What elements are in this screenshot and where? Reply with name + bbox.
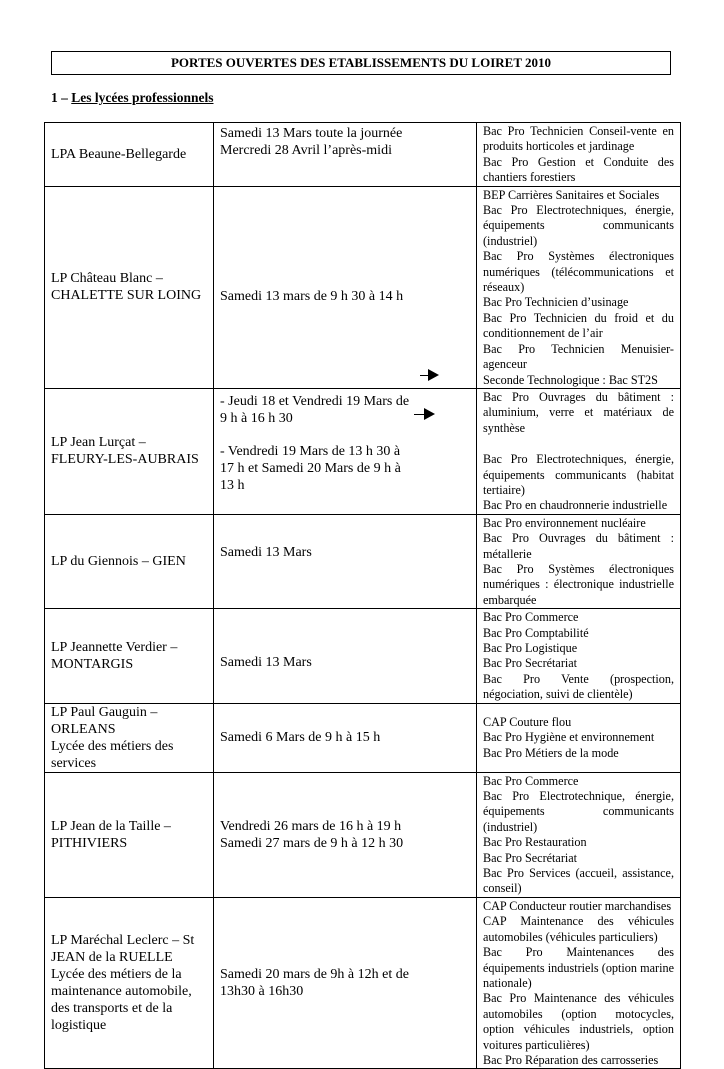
- school-description: Lycée des métiers des services: [51, 738, 174, 771]
- school-name-cell: [45, 897, 214, 1068]
- program-line: Bac Pro Ouvrages du bâtiment : métallerie: [483, 531, 674, 561]
- school-city: ORLEANS: [51, 721, 116, 737]
- program-line: Bac Pro Commerce: [483, 773, 579, 788]
- date-line: Samedi 6 Mars de 9 h à 15 h: [220, 730, 381, 746]
- dates-cell: [214, 514, 477, 608]
- date-line: Samedi 20 mars de 9h à 12h et de: [220, 967, 409, 983]
- section-label: Les lycées professionnels: [71, 90, 214, 105]
- date-line: Samedi 13 Mars toute la journée: [220, 126, 403, 141]
- table-row: [45, 897, 681, 1068]
- school-name-cell: [45, 186, 214, 388]
- school-name-cell: [45, 123, 214, 187]
- program-line: Bac Pro Métiers de la mode: [483, 745, 619, 760]
- program-line: Bac Pro Technicien du froid et du conditionnement de l’air: [483, 310, 674, 341]
- date-line: 17 h et Samedi 20 Mars de 9 h à: [220, 460, 401, 476]
- school-name-cell: [45, 772, 214, 897]
- program-line: Bac Pro Maintenance des véhicules automobiles (option motocycles, option véhicules industriels, option voitures particulières): [483, 991, 674, 1052]
- program-line: Seconde Technologique : Bac ST2S: [483, 372, 658, 387]
- section-heading: [51, 90, 214, 106]
- table-row: [45, 123, 681, 187]
- date-line: Samedi 13 mars de 9 h 30 à 14 h: [220, 288, 404, 304]
- programs-cell: [477, 772, 681, 897]
- date-line: Mercredi 28 Avril l’après-midi: [220, 143, 392, 158]
- program-line: Bac Pro Gestion et Conduite des chantiers forestiers: [483, 154, 674, 185]
- program-line: Bac Pro Réparation des carrosseries: [483, 1052, 659, 1067]
- program-line: Bac Pro Services (accueil, assistance, conseil): [483, 866, 674, 896]
- school-name-cell: [45, 609, 214, 703]
- program-line: Bac Pro Technicien Menuisier-agenceur: [483, 341, 674, 372]
- school-name: LP Jeannette Verdier –: [51, 639, 178, 655]
- dates-cell: [214, 609, 477, 703]
- school-city: JEAN de la RUELLE: [51, 950, 173, 966]
- dates-cell: [214, 186, 477, 388]
- table-row: [45, 609, 681, 703]
- program-line: Bac Pro Maintenances des équipements industriels (option marine nationale): [483, 945, 674, 990]
- dates-cell: [214, 897, 477, 1068]
- program-line: Bac Pro Systèmes électroniques numériques : électronique industrielle embarquée: [483, 561, 674, 607]
- date-line: 9 h à 16 h 30: [220, 410, 293, 426]
- school-name-cell: [45, 703, 214, 772]
- school-city: FLEURY-LES-AUBRAIS: [51, 452, 199, 468]
- date-line: Samedi 13 Mars: [220, 544, 312, 560]
- school-name: LP Château Blanc –: [51, 271, 163, 287]
- programs-cell: [477, 897, 681, 1068]
- program-line: Bac Pro Technicien d’usinage: [483, 295, 629, 310]
- program-line: Bac Pro Hygiène et environnement: [483, 730, 655, 745]
- program-line: BEP Carrières Sanitaires et Sociales: [483, 187, 660, 202]
- dates-cell: [214, 388, 477, 514]
- table-row: [45, 772, 681, 897]
- dates-cell: [214, 123, 477, 187]
- programs-cell: [477, 609, 681, 703]
- program-line: Bac Pro Vente (prospection, négociation, suivi de clientèle): [483, 671, 674, 702]
- dates-cell: [214, 703, 477, 772]
- programs-cell: [477, 514, 681, 608]
- school-name: LP du Giennois – GIEN: [51, 553, 186, 569]
- school-name: LP Jean de la Taille –: [51, 818, 171, 834]
- school-name: LP Maréchal Leclerc – St: [51, 933, 195, 949]
- school-description: Lycée des métiers de la maintenance automobile, des transports et de la logistique: [51, 967, 192, 1034]
- school-name: LP Jean Lurçat –: [51, 435, 146, 451]
- program-line: Bac Pro Electrotechniques, énergie, équipements communicants (industriel): [483, 203, 674, 248]
- program-line: Bac Pro Electrotechnique, énergie, équipements communicants (industriel): [483, 789, 674, 834]
- date-line: 13 h: [220, 477, 245, 493]
- table-row: [45, 388, 681, 514]
- right-arrow-icon: [424, 408, 435, 420]
- right-arrow-icon: [428, 369, 439, 381]
- school-name-cell: [45, 388, 214, 514]
- page-title: PORTES OUVERTES DES ETABLISSEMENTS DU LOIRET 2010: [51, 51, 671, 75]
- program-line: Bac Pro environnement nucléaire: [483, 515, 646, 530]
- school-city: PITHIVIERS: [51, 835, 128, 851]
- school-city: CHALETTE SUR LOING: [51, 288, 202, 304]
- date-line: - Jeudi 18 et Vendredi 19 Mars de: [220, 393, 410, 409]
- table-row: [45, 703, 681, 772]
- programs-cell: [477, 388, 681, 514]
- programs-cell: [477, 703, 681, 772]
- program-line: Bac Pro Secrétariat: [483, 656, 578, 671]
- school-city: MONTARGIS: [51, 656, 134, 672]
- program-line: Bac Pro Restauration: [483, 835, 587, 850]
- program-line: Bac Pro Secrétariat: [483, 850, 578, 865]
- program-line: Bac Pro Ouvrages du bâtiment : aluminium, verre et matériaux de synthèse: [483, 389, 674, 435]
- program-line: CAP Conducteur routier marchandises: [483, 898, 672, 913]
- programs-cell: [477, 186, 681, 388]
- program-line: Bac Pro Comptabilité: [483, 625, 589, 640]
- table-row: [45, 186, 681, 388]
- dates-cell: [214, 772, 477, 897]
- schools-table: [44, 122, 681, 1069]
- program-line: Bac Pro Electrotechniques, énergie, équipements communicants (habitat tertiaire): [483, 452, 674, 497]
- date-line: Samedi 27 mars de 9 h à 12 h 30: [220, 835, 404, 851]
- date-line: - Vendredi 19 Mars de 13 h 30 à: [220, 443, 401, 459]
- table-row: [45, 514, 681, 608]
- school-name-cell: [45, 514, 214, 608]
- program-line: Bac Pro Commerce: [483, 610, 579, 625]
- program-line: Bac Pro Technicien Conseil-vente en produits horticoles et jardinage: [483, 124, 674, 154]
- programs-cell: [477, 123, 681, 187]
- program-line: Bac Pro Logistique: [483, 641, 578, 655]
- program-line: CAP Couture flou: [483, 715, 572, 730]
- school-name: LP Paul Gauguin –: [51, 704, 158, 720]
- date-line: Vendredi 26 mars de 16 h à 19 h: [220, 818, 402, 834]
- program-line: CAP Maintenance des véhicules automobiles (véhicules particuliers): [483, 914, 674, 944]
- section-number: 1 –: [51, 90, 68, 105]
- school-name: LPA Beaune-Bellegarde: [51, 146, 187, 162]
- date-line: 13h30 à 16h30: [220, 984, 304, 1000]
- date-line: Samedi 13 Mars: [220, 655, 312, 671]
- program-line: Bac Pro Systèmes électroniques numériques (télécommunications et réseaux): [483, 249, 674, 295]
- program-line: Bac Pro en chaudronnerie industrielle: [483, 498, 668, 513]
